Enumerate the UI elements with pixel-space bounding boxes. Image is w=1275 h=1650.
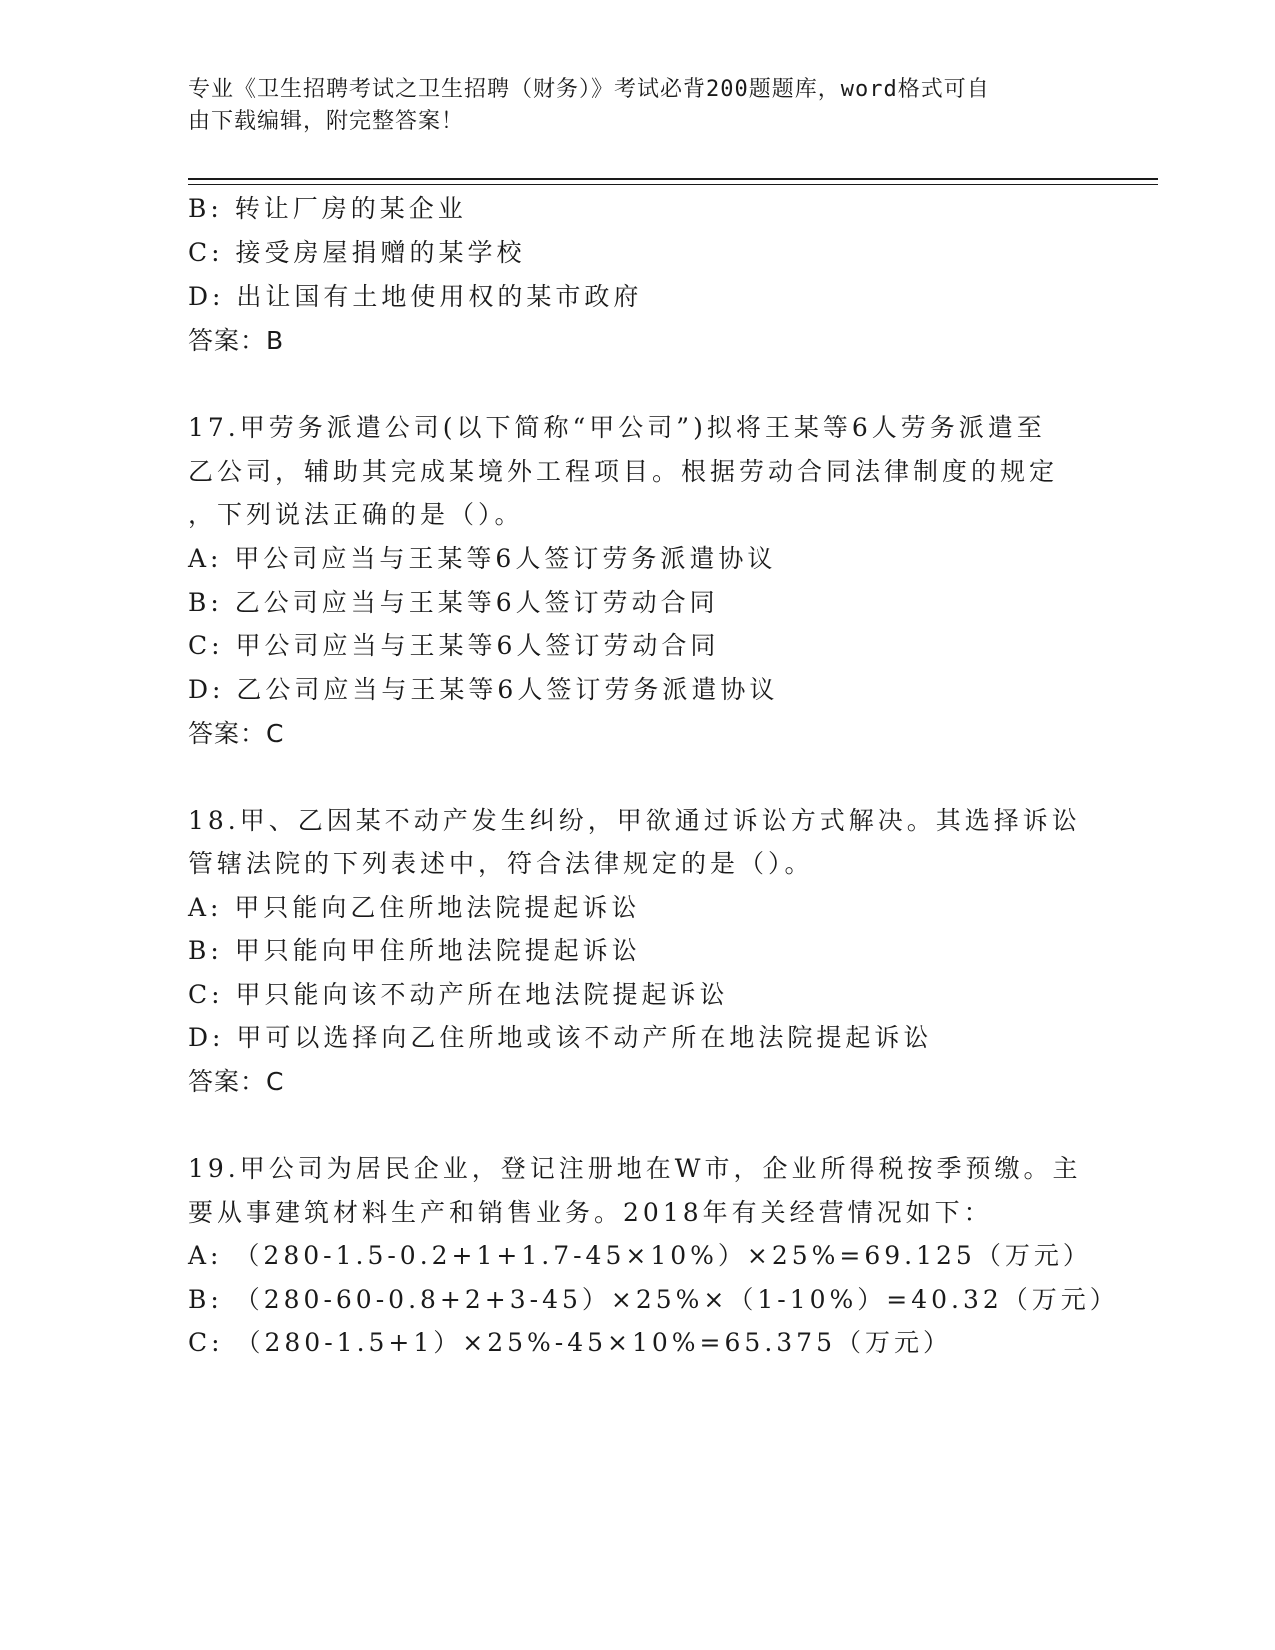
q17-option-c: C: 甲公司应当与王某等6人签订劳动合同 [188,631,720,660]
header-line-2: 由下载编辑，附完整答案！ [188,109,465,134]
q19-stem-line-1: 19.甲公司为居民企业，登记注册地在W市，企业所得税按季预缴。主 [188,1154,1082,1183]
q17-option-a: A: 甲公司应当与王某等6人签订劳务派遣协议 [188,544,777,573]
q19-stem-line-2: 要从事建筑材料生产和销售业务。2018年有关经营情况如下： [188,1198,993,1227]
q17-stem-line-3: ，下列说法正确的是（）。 [188,500,524,529]
q18-option-a: A: 甲只能向乙住所地法院提起诉讼 [188,893,641,922]
q18-stem-line-2: 管辖法院的下列表述中，符合法律规定的是（）。 [188,849,814,878]
q19-option-c: C: （280-1.5+1）×25%-45×10%=65.375（万元） [188,1328,952,1357]
q18-option-c: C: 甲只能向该不动产所在地法院提起诉讼 [188,980,729,1009]
header-line-1: 专业《卫生招聘考试之卫生招聘（财务）》考试必背200题题库，word格式可自 [188,77,990,102]
q17-option-d: D: 乙公司应当与王某等6人签订劳务派遣协议 [188,675,779,704]
q17-answer: 答案：C [188,719,285,748]
header-rule-thick [188,178,1158,180]
q17-stem-line-1: 17.甲劳务派遣公司(以下简称“甲公司”)拟将王某等6人劳务派遣至 [188,413,1046,442]
q18-stem-line-1: 18.甲、乙因某不动产发生纠纷，甲欲通过诉讼方式解决。其选择诉讼 [188,806,1081,835]
q16-option-c: C: 接受房屋捐赠的某学校 [188,238,526,267]
q19-option-b: B: （280-60-0.8+2+3-45）×25%×（1-10%）=40.32（万元） [188,1285,1119,1314]
q17-option-b: B: 乙公司应当与王某等6人签订劳动合同 [188,588,719,617]
q16-option-b: B: 转让厂房的某企业 [188,194,467,223]
q18-answer: 答案：C [188,1067,285,1096]
q16-answer: 答案：B [188,326,285,355]
q18-option-b: B: 甲只能向甲住所地法院提起诉讼 [188,936,641,965]
q18-option-d: D: 甲可以选择向乙住所地或该不动产所在地法院提起诉讼 [188,1023,933,1052]
q19-option-a: A: （280-1.5-0.2+1+1.7-45×10%）×25%=69.125（万元） [188,1241,1092,1270]
header-rule-thin [188,184,1158,185]
document-header [188,74,1088,138]
q16-option-d: D: 出让国有土地使用权的某市政府 [188,282,643,311]
q17-stem-line-2: 乙公司，辅助其完成某境外工程项目。根据劳动合同法律制度的规定 [188,457,1059,486]
